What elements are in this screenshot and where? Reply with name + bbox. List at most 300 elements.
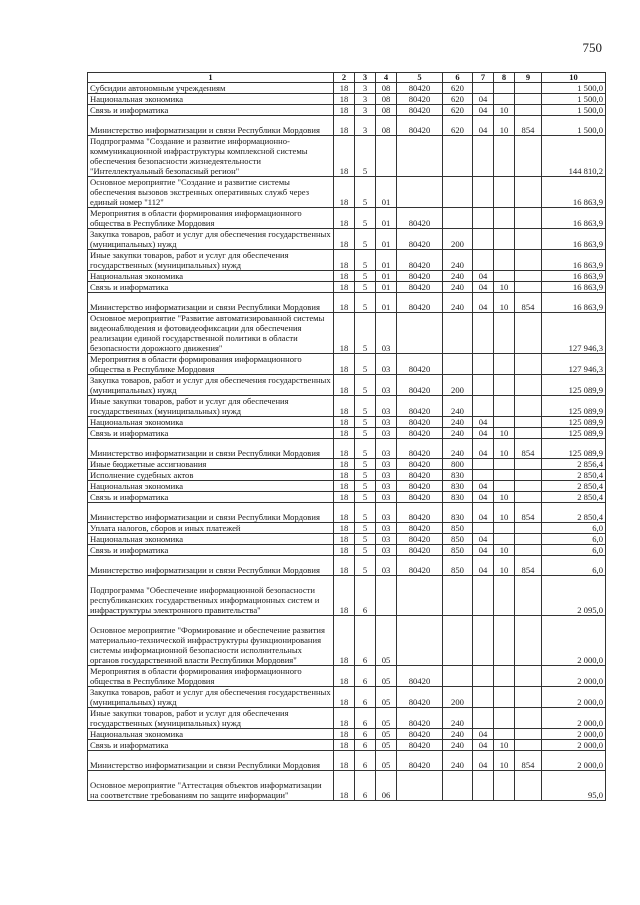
table-row [88,250,606,271]
event-code-cell: 03 [376,470,397,481]
admin-code-cell: 18 [334,503,355,523]
program-code-cell: 5 [355,229,376,250]
admin-code-cell: 18 [334,229,355,250]
item-name-cell: Национальная экономика [88,481,334,492]
amount-cell: 127 946,3 [542,313,606,354]
ministry-code-cell [515,492,542,503]
subsection-cell [494,271,515,282]
item-name-cell: Министерство информатизации и связи Республики Мордовия [88,293,334,313]
amount-cell: 2 000,0 [542,751,606,771]
ministry-code-cell [515,523,542,534]
direction-code-cell: 80420 [397,459,443,470]
amount-cell: 1 500,0 [542,83,606,94]
expense-type-cell: 240 [443,439,473,459]
subsection-cell [494,375,515,396]
subsection-cell [494,459,515,470]
item-name-cell: Иные закупки товаров, работ и услуг для обеспечения государственных (муниципальных) нужд [88,708,334,729]
amount-cell: 6,0 [542,545,606,556]
event-code-cell: 08 [376,94,397,105]
admin-code-cell: 18 [334,470,355,481]
program-code-cell: 5 [355,208,376,229]
program-code-cell: 3 [355,83,376,94]
admin-code-cell: 18 [334,729,355,740]
amount-cell: 2 856,4 [542,459,606,470]
program-code-cell: 6 [355,576,376,616]
direction-code-cell: 80420 [397,250,443,271]
expense-type-cell: 240 [443,271,473,282]
column-header: 3 [355,73,376,83]
table-row [88,459,606,470]
expense-type-cell: 200 [443,375,473,396]
expense-type-cell: 240 [443,282,473,293]
subsection-cell [494,708,515,729]
expense-type-cell [443,313,473,354]
expense-type-cell: 200 [443,687,473,708]
item-name-cell: Национальная экономика [88,271,334,282]
ministry-code-cell [515,666,542,687]
amount-cell: 2 000,0 [542,616,606,666]
direction-code-cell: 80420 [397,687,443,708]
admin-code-cell: 18 [334,481,355,492]
event-code-cell: 03 [376,534,397,545]
program-code-cell: 6 [355,708,376,729]
ministry-code-cell [515,616,542,666]
admin-code-cell: 18 [334,545,355,556]
program-code-cell: 6 [355,740,376,751]
amount-cell: 2 000,0 [542,740,606,751]
column-header: 2 [334,73,355,83]
admin-code-cell: 18 [334,523,355,534]
expense-type-cell [443,666,473,687]
item-name-cell: Подпрограмма "Обеспечение информационной безопасности республиканских государственных информационных систем и инфраструктуры электронного правительства" [88,576,334,616]
expense-type-cell: 240 [443,396,473,417]
expense-type-cell: 850 [443,523,473,534]
amount-cell: 125 089,9 [542,439,606,459]
section-cell [473,687,494,708]
amount-cell: 6,0 [542,556,606,576]
program-code-cell: 5 [355,470,376,481]
amount-cell: 2 095,0 [542,576,606,616]
item-name-cell: Основное мероприятие "Создание и развитие системы обеспечения вызовов экстренных оперативных служб через единый номер "112" [88,177,334,208]
table-row [88,116,606,136]
column-header: 6 [443,73,473,83]
item-name-cell: Основное мероприятие "Формирование и обеспечение развития материально-технической инфраструктуры функционирования системы информационной безопасности исполнительных органов государственной власти Республики Мордовия" [88,616,334,666]
item-name-cell: Национальная экономика [88,417,334,428]
item-name-cell: Связь и информатика [88,105,334,116]
amount-cell: 125 089,9 [542,428,606,439]
direction-code-cell: 80420 [397,282,443,293]
admin-code-cell: 18 [334,459,355,470]
subsection-cell: 10 [494,751,515,771]
ministry-code-cell [515,576,542,616]
event-code-cell: 03 [376,417,397,428]
column-header: 5 [397,73,443,83]
event-code-cell: 01 [376,271,397,282]
ministry-code-cell [515,250,542,271]
subsection-cell [494,177,515,208]
column-header: 4 [376,73,397,83]
subsection-cell [494,250,515,271]
section-cell: 04 [473,271,494,282]
subsection-cell [494,136,515,177]
expense-type-cell: 240 [443,751,473,771]
direction-code-cell: 80420 [397,94,443,105]
admin-code-cell: 18 [334,177,355,208]
table-row [88,439,606,459]
expense-type-cell: 620 [443,116,473,136]
event-code-cell: 03 [376,545,397,556]
expense-type-cell [443,177,473,208]
program-code-cell: 5 [355,293,376,313]
ministry-code-cell [515,771,542,801]
admin-code-cell: 18 [334,282,355,293]
event-code-cell: 03 [376,503,397,523]
admin-code-cell: 18 [334,428,355,439]
expense-type-cell: 830 [443,481,473,492]
table-row [88,83,606,94]
section-cell [473,523,494,534]
item-name-cell: Национальная экономика [88,729,334,740]
table-row [88,282,606,293]
amount-cell: 2 000,0 [542,687,606,708]
admin-code-cell: 18 [334,771,355,801]
program-code-cell: 5 [355,313,376,354]
event-code-cell: 01 [376,293,397,313]
subsection-cell [494,523,515,534]
direction-code-cell: 80420 [397,375,443,396]
program-code-cell: 5 [355,492,376,503]
item-name-cell: Связь и информатика [88,282,334,293]
section-cell [473,666,494,687]
ministry-code-cell [515,428,542,439]
event-code-cell: 08 [376,116,397,136]
table-row [88,136,606,177]
direction-code-cell: 80420 [397,208,443,229]
direction-code-cell: 80420 [397,545,443,556]
program-code-cell: 5 [355,503,376,523]
table-row [88,545,606,556]
admin-code-cell: 18 [334,396,355,417]
ministry-code-cell [515,229,542,250]
subsection-cell: 10 [494,503,515,523]
program-code-cell: 5 [355,282,376,293]
table-row [88,94,606,105]
table-row [88,208,606,229]
amount-cell: 2 000,0 [542,708,606,729]
section-cell: 04 [473,492,494,503]
table-row [88,417,606,428]
admin-code-cell: 18 [334,354,355,375]
subsection-cell [494,481,515,492]
subsection-cell: 10 [494,740,515,751]
expense-type-cell: 240 [443,729,473,740]
subsection-cell [494,229,515,250]
item-name-cell: Уплата налогов, сборов и иных платежей [88,523,334,534]
direction-code-cell: 80420 [397,105,443,116]
table-row [88,105,606,116]
expense-type-cell: 830 [443,492,473,503]
expense-type-cell: 240 [443,708,473,729]
event-code-cell [376,576,397,616]
item-name-cell: Министерство информатизации и связи Республики Мордовия [88,116,334,136]
amount-cell: 2 850,4 [542,492,606,503]
ministry-code-cell: 854 [515,439,542,459]
section-cell [473,208,494,229]
direction-code-cell: 80420 [397,523,443,534]
item-name-cell: Закупка товаров, работ и услуг для обеспечения государственных (муниципальных) нужд [88,687,334,708]
table-row [88,687,606,708]
event-code-cell: 03 [376,354,397,375]
program-code-cell: 5 [355,375,376,396]
expense-type-cell: 620 [443,83,473,94]
direction-code-cell: 80420 [397,481,443,492]
section-cell: 04 [473,740,494,751]
direction-code-cell [397,616,443,666]
program-code-cell: 6 [355,729,376,740]
direction-code-cell: 80420 [397,503,443,523]
section-cell: 04 [473,556,494,576]
amount-cell: 144 810,2 [542,136,606,177]
table-row [88,293,606,313]
table-row [88,666,606,687]
expense-type-cell: 240 [443,417,473,428]
event-code-cell: 03 [376,556,397,576]
admin-code-cell: 18 [334,208,355,229]
expense-type-cell: 240 [443,293,473,313]
amount-cell: 125 089,9 [542,396,606,417]
ministry-code-cell [515,545,542,556]
table-row [88,576,606,616]
item-name-cell: Иные бюджетные ассигнования [88,459,334,470]
direction-code-cell: 80420 [397,666,443,687]
subsection-cell: 10 [494,116,515,136]
expense-type-cell: 850 [443,556,473,576]
item-name-cell: Связь и информатика [88,740,334,751]
event-code-cell: 08 [376,83,397,94]
amount-cell: 6,0 [542,534,606,545]
item-name-cell: Основное мероприятие "Развитие автоматизированной системы видеонаблюдения и фотовидеофиксации для обеспечения реализации единой государственной политики в области безопасности дорожного движения" [88,313,334,354]
direction-code-cell: 80420 [397,116,443,136]
table-row [88,740,606,751]
direction-code-cell: 80420 [397,428,443,439]
direction-code-cell: 80420 [397,751,443,771]
program-code-cell: 6 [355,616,376,666]
admin-code-cell: 18 [334,492,355,503]
admin-code-cell: 18 [334,293,355,313]
subsection-cell [494,208,515,229]
program-code-cell: 5 [355,545,376,556]
event-code-cell: 05 [376,740,397,751]
program-code-cell: 5 [355,481,376,492]
item-name-cell: Мероприятия в области формирования информационного общества в Республике Мордовия [88,354,334,375]
amount-cell: 16 863,9 [542,271,606,282]
program-code-cell: 5 [355,459,376,470]
table-row [88,470,606,481]
admin-code-cell: 18 [334,375,355,396]
budget-table [87,72,606,801]
event-code-cell: 05 [376,751,397,771]
direction-code-cell: 80420 [397,439,443,459]
section-cell [473,396,494,417]
item-name-cell: Национальная экономика [88,94,334,105]
event-code-cell: 01 [376,229,397,250]
section-cell [473,313,494,354]
admin-code-cell: 18 [334,616,355,666]
subsection-cell: 10 [494,105,515,116]
program-code-cell: 6 [355,751,376,771]
section-cell [473,229,494,250]
ministry-code-cell [515,708,542,729]
table-row [88,503,606,523]
event-code-cell: 03 [376,396,397,417]
expense-type-cell [443,576,473,616]
program-code-cell: 5 [355,136,376,177]
table-row [88,313,606,354]
direction-code-cell: 80420 [397,271,443,282]
ministry-code-cell: 854 [515,293,542,313]
event-code-cell: 03 [376,428,397,439]
column-header: 8 [494,73,515,83]
subsection-cell: 10 [494,282,515,293]
event-code-cell: 05 [376,708,397,729]
section-cell: 04 [473,116,494,136]
admin-code-cell: 18 [334,313,355,354]
section-cell [473,375,494,396]
program-code-cell: 3 [355,105,376,116]
event-code-cell: 03 [376,523,397,534]
direction-code-cell: 80420 [397,740,443,751]
amount-cell: 95,0 [542,771,606,801]
subsection-cell [494,666,515,687]
subsection-cell: 10 [494,293,515,313]
program-code-cell: 5 [355,439,376,459]
subsection-cell [494,417,515,428]
section-cell: 04 [473,729,494,740]
event-code-cell: 06 [376,771,397,801]
section-cell: 04 [473,428,494,439]
expense-type-cell [443,354,473,375]
table-row [88,428,606,439]
table-row [88,708,606,729]
expense-type-cell: 240 [443,428,473,439]
expense-type-cell: 240 [443,740,473,751]
expense-type-cell: 620 [443,94,473,105]
amount-cell: 2 850,4 [542,503,606,523]
section-cell [473,250,494,271]
amount-cell: 1 500,0 [542,94,606,105]
direction-code-cell: 80420 [397,708,443,729]
table-row [88,771,606,801]
event-code-cell: 01 [376,208,397,229]
ministry-code-cell: 854 [515,751,542,771]
expense-type-cell [443,136,473,177]
direction-code-cell: 80420 [397,556,443,576]
section-cell: 04 [473,751,494,771]
item-name-cell: Подпрограмма "Создание и развитие информационно-коммуникационной инфраструктуры комплексной системы обеспечения безопасности жизнедеятельности "Интеллектуальный безопасный регион" [88,136,334,177]
ministry-code-cell: 854 [515,503,542,523]
amount-cell: 16 863,9 [542,282,606,293]
admin-code-cell: 18 [334,751,355,771]
event-code-cell: 03 [376,459,397,470]
subsection-cell: 10 [494,439,515,459]
event-code-cell: 03 [376,481,397,492]
expense-type-cell [443,208,473,229]
table-row [88,492,606,503]
event-code-cell: 05 [376,729,397,740]
table-row [88,354,606,375]
subsection-cell [494,534,515,545]
program-code-cell: 6 [355,666,376,687]
item-name-cell: Иные закупки товаров, работ и услуг для обеспечения государственных (муниципальных) нужд [88,396,334,417]
section-cell: 04 [473,417,494,428]
expense-type-cell: 850 [443,534,473,545]
subsection-cell [494,576,515,616]
column-header: 1 [88,73,334,83]
amount-cell: 125 089,9 [542,417,606,428]
event-code-cell: 05 [376,687,397,708]
direction-code-cell: 80420 [397,492,443,503]
amount-cell: 16 863,9 [542,250,606,271]
section-cell: 04 [473,105,494,116]
expense-type-cell: 850 [443,545,473,556]
event-code-cell: 01 [376,177,397,208]
ministry-code-cell [515,282,542,293]
column-header: 10 [542,73,606,83]
section-cell: 04 [473,481,494,492]
ministry-code-cell [515,729,542,740]
ministry-code-cell [515,83,542,94]
direction-code-cell: 80420 [397,729,443,740]
subsection-cell [494,83,515,94]
section-cell [473,459,494,470]
ministry-code-cell [515,740,542,751]
section-cell: 04 [473,503,494,523]
ministry-code-cell [515,396,542,417]
admin-code-cell: 18 [334,666,355,687]
amount-cell: 6,0 [542,523,606,534]
item-name-cell: Национальная экономика [88,534,334,545]
subsection-cell [494,396,515,417]
table-row [88,229,606,250]
ministry-code-cell [515,208,542,229]
program-code-cell: 5 [355,396,376,417]
subsection-cell: 10 [494,428,515,439]
column-header: 7 [473,73,494,83]
item-name-cell: Связь и информатика [88,428,334,439]
amount-cell: 2 850,4 [542,470,606,481]
subsection-cell: 10 [494,556,515,576]
admin-code-cell: 18 [334,105,355,116]
item-name-cell: Мероприятия в области формирования информационного общества в Республике Мордовия [88,208,334,229]
admin-code-cell: 18 [334,556,355,576]
table-row [88,523,606,534]
item-name-cell: Министерство информатизации и связи Республики Мордовия [88,751,334,771]
header-row [88,73,606,83]
event-code-cell: 01 [376,282,397,293]
program-code-cell: 5 [355,271,376,282]
table-row [88,375,606,396]
ministry-code-cell [515,177,542,208]
section-cell: 04 [473,293,494,313]
ministry-code-cell [515,94,542,105]
section-cell [473,616,494,666]
admin-code-cell: 18 [334,271,355,282]
program-code-cell: 5 [355,523,376,534]
admin-code-cell: 18 [334,439,355,459]
program-code-cell: 5 [355,177,376,208]
subsection-cell: 10 [494,545,515,556]
amount-cell: 125 089,9 [542,375,606,396]
